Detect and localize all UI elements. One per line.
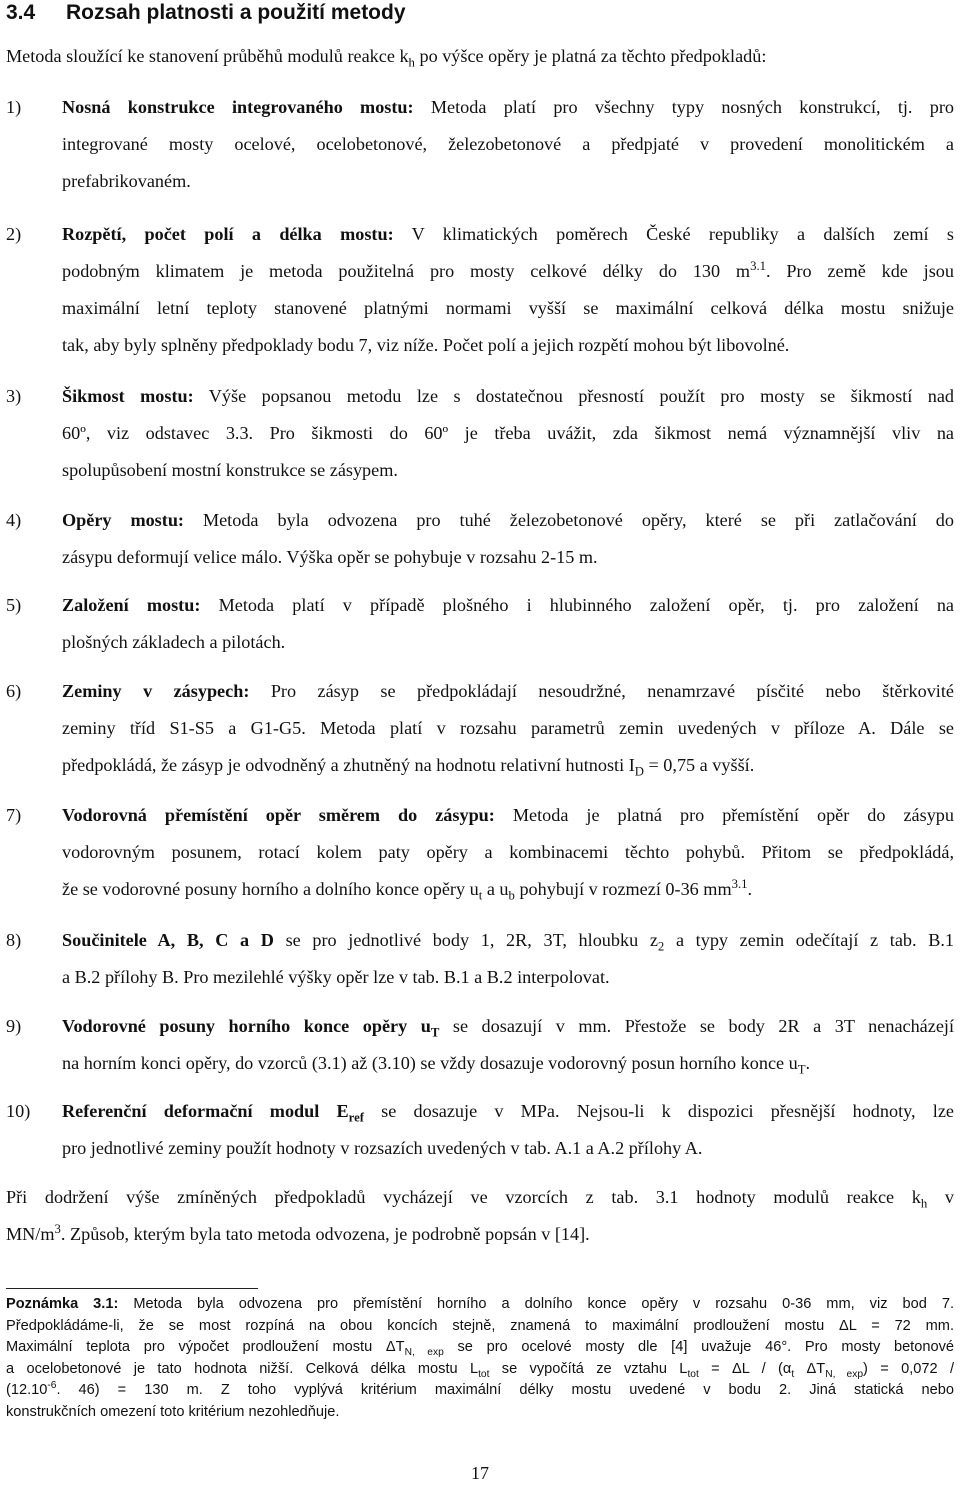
item-number: 1) bbox=[6, 97, 22, 117]
footnote-label: Poznámka 3.1: bbox=[6, 1296, 119, 1312]
item-text: . bbox=[805, 1053, 811, 1073]
list-item-9 bbox=[6, 1008, 954, 1082]
closing-paragraph bbox=[6, 1179, 954, 1253]
list-item-7 bbox=[6, 797, 954, 908]
item-text: 60º, viz odstavec 3.3. Pro šikmosti do 60º je třeba uvážit, zda šikmost nemá významnější vliv na bbox=[62, 423, 954, 443]
subscript: T bbox=[797, 1062, 806, 1077]
item-text: vodorovným posunem, rotací kolem paty opěry a kombinacemi těchto pohybů. Přitom se předpokládá, bbox=[62, 842, 954, 862]
intro-text: Metoda sloužící ke stanovení průběhů modulů reakce k bbox=[6, 46, 409, 66]
item-text: a u bbox=[482, 879, 509, 899]
item-title: Nosná konstrukce integrovaného mostu: bbox=[62, 97, 414, 117]
subscript: t bbox=[478, 888, 483, 903]
footnote-ref: 3.1 bbox=[731, 876, 748, 891]
list-item-1 bbox=[6, 89, 954, 200]
page-number: 17 bbox=[471, 1463, 489, 1483]
intro-text-end: po výšce opěry je platná za těchto předpokladů: bbox=[414, 46, 767, 66]
item-text: spolupůsobení mostní konstrukce se zásypem. bbox=[62, 460, 398, 480]
item-title: Rozpětí, počet polí a délka mostu: bbox=[62, 224, 394, 244]
item-text: podobným klimatem je metoda použitelná pro mosty celkové délky do 130 m bbox=[62, 261, 751, 281]
subscript: D bbox=[634, 764, 644, 779]
footnote-separator bbox=[6, 1288, 258, 1289]
item-text: a typy zemin odečítají z tab. B.1 bbox=[664, 930, 955, 950]
paragraph-text: Při dodržení výše zmíněných předpokladů vycházejí ve vzorcích z tab. 3.1 hodnoty modulů reakce k bbox=[6, 1187, 921, 1207]
item-text: = 0,75 a vyšší. bbox=[643, 755, 755, 775]
item-number: 9) bbox=[6, 1016, 22, 1036]
item-text: . Pro země kde jsou bbox=[766, 261, 954, 281]
subscript: T bbox=[430, 1025, 440, 1040]
footnote-text: ) = 0,072 / bbox=[863, 1360, 954, 1377]
item-text: V klimatických poměrech České republiky a dalších zemí s bbox=[393, 224, 954, 244]
item-text: integrované mosty ocelové, ocelobetonové, železobetonové a předpjaté v provedení monolitickém a bbox=[62, 134, 954, 154]
item-number: 4) bbox=[6, 510, 22, 530]
item-text: že se vodorovné posuny horního a dolního konce opěry u bbox=[62, 879, 479, 899]
footnote-text: = ΔL / (α bbox=[698, 1360, 792, 1377]
footnote-text: se pro ocelové mosty dle [4] uvažuje 46°. Pro mosty betonové bbox=[443, 1339, 954, 1356]
superscript: -6 bbox=[47, 1380, 57, 1392]
subscript: tot bbox=[478, 1368, 490, 1380]
item-text: na horním konci opěry, do vzorců (3.1) až (3.10) se vždy dosazuje vodorovný posun horního konce u bbox=[62, 1053, 798, 1073]
item-title: Vodorovná přemístění opěr směrem do zásypu: bbox=[62, 805, 495, 825]
item-text: Metoda byla odvozena pro tuhé železobetonové opěry, které se při zatlačování do bbox=[184, 510, 954, 530]
item-text: a B.2 přílohy B. Pro mezilehlé výšky opěr lze v tab. B.1 a B.2 interpolovat. bbox=[62, 967, 610, 987]
list-item-6 bbox=[6, 673, 954, 784]
item-title bbox=[62, 1016, 440, 1040]
section-number: 3.4 bbox=[6, 1, 36, 24]
intro-subscript: h bbox=[408, 55, 415, 70]
item-text: předpokládá, že zásyp je odvodněný a zhutněný na hodnotu relativní hutnosti I bbox=[62, 755, 635, 775]
item-number: 8) bbox=[6, 930, 22, 950]
subscript: N, exp bbox=[825, 1368, 864, 1380]
item-text: zásypu deformují velice málo. Výška opěr se pohybuje v rozsahu 2-15 m. bbox=[62, 547, 598, 567]
item-text: . bbox=[747, 879, 753, 899]
item-text: se dosazují v mm. Přestože se body 2R a 3T nenacházejí bbox=[439, 1016, 955, 1036]
section-heading bbox=[6, 1, 406, 25]
item-number: 2) bbox=[6, 224, 22, 244]
subscript: ref bbox=[348, 1110, 364, 1125]
section-title: Rozsah platnosti a použití metody bbox=[66, 1, 406, 24]
footnote-text: se vypočítá ze vztahu L bbox=[489, 1360, 688, 1377]
footnote-text: (12.10 bbox=[6, 1382, 48, 1399]
subscript: t bbox=[791, 1368, 795, 1380]
item-text: tak, aby byly splněny předpoklady bodu 7, viz níže. Počet polí a jejich rozpětí mohou být libovolné. bbox=[62, 335, 790, 355]
item-number: 6) bbox=[6, 681, 22, 701]
subscript: h bbox=[920, 1196, 928, 1211]
footnote-text: Metoda byla odvozena pro přemístění horního a dolního konce opěry v rozsahu 0-36 mm, viz bod 7. bbox=[118, 1296, 954, 1312]
item-text: prefabrikovaném. bbox=[62, 171, 191, 191]
item-text: Pro zásyp se předpokládají nesoudržné, nenamrzavé písčité nebo štěrkovité bbox=[249, 681, 954, 701]
footnote bbox=[6, 1294, 954, 1424]
subscript: 2 bbox=[657, 939, 665, 954]
footnote-text: . 46) = 130 m. Z toho vyplývá kritérium maximální délky mostu uvedené v bodu 2. Jiná statická nebo bbox=[56, 1382, 954, 1399]
subscript: N, exp bbox=[404, 1347, 444, 1359]
item-number: 7) bbox=[6, 805, 22, 825]
item-title: Součinitele A, B, C a D bbox=[62, 930, 274, 950]
footnote-ref: 3.1 bbox=[750, 258, 766, 273]
item-text: Metoda je platná pro přemístění opěr do zásypu bbox=[494, 805, 954, 825]
footnote-text: a ocelobetonové je tato hodnota nižší. Celková délka mostu L bbox=[6, 1360, 479, 1377]
item-title bbox=[62, 1101, 364, 1125]
superscript: 3 bbox=[54, 1221, 61, 1236]
item-text: se dosazuje v MPa. Nejsou-li k dispozici přesnější hodnoty, lze bbox=[363, 1101, 954, 1121]
subscript: tot bbox=[687, 1368, 699, 1380]
item-number: 10) bbox=[6, 1101, 31, 1121]
item-text: plošných základech a pilotách. bbox=[62, 632, 286, 652]
list-item-3 bbox=[6, 378, 954, 489]
list-item-2 bbox=[6, 216, 954, 364]
list-item-5 bbox=[6, 587, 954, 661]
item-text: Výše popsanou metodu lze s dostatečnou přesností použít pro mosty se šikmostí nad bbox=[193, 386, 954, 406]
footnote-text: Maximální teplota pro výpočet prodloužení mostu ΔT bbox=[6, 1339, 405, 1356]
list-item-8 bbox=[6, 922, 954, 996]
item-title: Šikmost mostu: bbox=[62, 386, 194, 406]
item-title: Založení mostu: bbox=[62, 595, 201, 615]
item-text: Metoda platí v případě plošného i hlubinného založení opěr, tj. pro založení na bbox=[200, 595, 954, 615]
item-title-text: Vodorovné posuny horního konce opěry u bbox=[62, 1016, 431, 1036]
item-title: Opěry mostu: bbox=[62, 510, 184, 530]
item-text: Metoda platí pro všechny typy nosných konstrukcí, tj. pro bbox=[413, 97, 954, 117]
paragraph-text: MN/m bbox=[6, 1224, 55, 1244]
item-number: 3) bbox=[6, 386, 22, 406]
item-text: se pro jednotlivé body 1, 2R, 3T, hloubku z bbox=[273, 930, 658, 950]
footnote-text: Předpokládáme-li, že se most rozpíná na obou koncích stejně, znamená to maximální prodloužení mostu ΔL = 72 mm. bbox=[6, 1317, 954, 1334]
item-title-text: Referenční deformační modul E bbox=[62, 1101, 349, 1121]
paragraph-text: v bbox=[927, 1187, 955, 1207]
item-text: zeminy tříd S1-S5 a G1-G5. Metoda platí v rozsahu parametrů zemin uvedených v příloze A. Dále se bbox=[62, 718, 954, 738]
subscript: b bbox=[508, 888, 515, 903]
list-item-4 bbox=[6, 502, 954, 576]
footnote-text: ΔT bbox=[794, 1360, 826, 1377]
footnote-text: konstrukčních omezení toto kritérium nezohledňuje. bbox=[6, 1403, 340, 1420]
item-text: pohybují v rozmezí 0-36 mm bbox=[514, 879, 732, 899]
item-text: pro jednotlivé zeminy použít hodnoty v rozsazích uvedených v tab. A.1 a A.2 přílohy A. bbox=[62, 1138, 703, 1158]
intro-paragraph bbox=[6, 46, 767, 70]
item-title: Zeminy v zásypech: bbox=[62, 681, 250, 701]
item-number: 5) bbox=[6, 595, 22, 615]
item-text: maximální letní teploty stanovené platnými normami vyšší se maximální celková délka mostu snižuje bbox=[62, 298, 954, 318]
paragraph-text: . Způsob, kterým byla tato metoda odvozena, je podrobně popsán v [14]. bbox=[60, 1224, 590, 1244]
list-item-10 bbox=[6, 1093, 954, 1167]
